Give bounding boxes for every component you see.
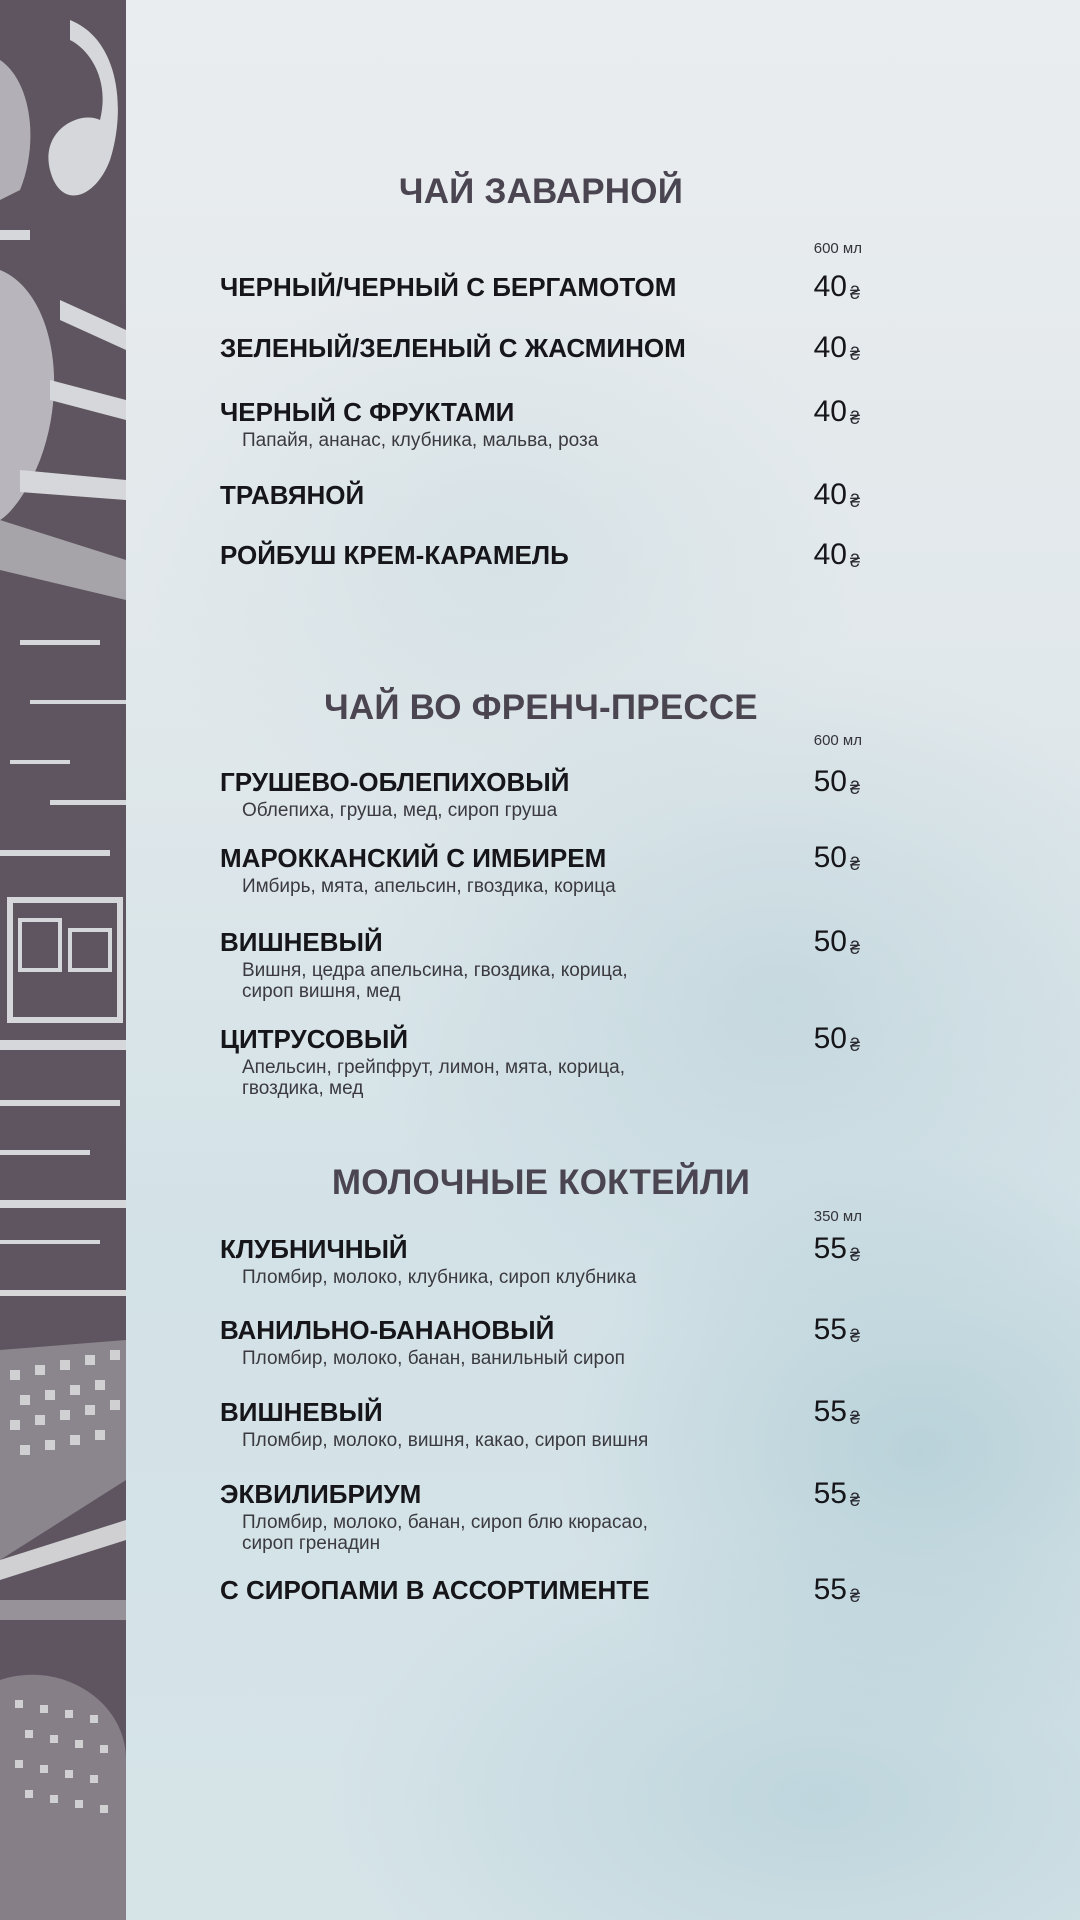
section-title-brewed-tea: ЧАЙ ЗАВАРНОЙ: [398, 172, 684, 211]
hryvnia-icon: ₴: [849, 1326, 860, 1346]
hryvnia-icon: ₴: [849, 1408, 860, 1428]
price-value: 40: [813, 538, 847, 571]
item-name: ЧЕРНЫЙ С ФРУКТАМИ: [220, 397, 515, 427]
decorative-strip-illustration: [0, 0, 126, 1920]
item-price: [814, 1314, 860, 1346]
woodcut-illustration-icon: [0, 0, 126, 1920]
hryvnia-icon: ₴: [849, 283, 860, 303]
price-value: 40: [813, 331, 847, 364]
item-name: ЧЕРНЫЙ/ЧЕРНЫЙ С БЕРГАМОТОМ: [220, 272, 677, 302]
hryvnia-icon: ₴: [849, 491, 860, 511]
price-value: 50: [813, 841, 847, 874]
item-price: [814, 396, 860, 428]
menu-item: [220, 1315, 860, 1369]
menu-item: [220, 480, 860, 510]
menu-item: [220, 1234, 860, 1288]
menu-item: [220, 843, 860, 897]
item-description: Пломбир, молоко, банан, сироп блю кюрасао, сироп гренадин: [242, 1512, 648, 1554]
hryvnia-icon: ₴: [849, 778, 860, 798]
item-price: [814, 1023, 860, 1055]
price-value: 50: [813, 1022, 847, 1055]
item-description: Пломбир, молоко, банан, ванильный сироп: [242, 1348, 625, 1369]
item-price: [814, 842, 860, 874]
menu-item: [220, 540, 860, 570]
menu-item: [220, 333, 860, 363]
price-value: 50: [813, 925, 847, 958]
hryvnia-icon: ₴: [849, 938, 860, 958]
menu-item: [220, 397, 860, 451]
menu-item: [220, 1575, 860, 1605]
price-value: 40: [813, 270, 847, 303]
item-description: Вишня, цедра апельсина, гвоздика, корица, сироп вишня, мед: [242, 960, 628, 1002]
price-value: 55: [813, 1573, 847, 1606]
section-title-milkshakes: МОЛОЧНЫЕ КОКТЕЙЛИ: [331, 1163, 751, 1202]
item-description: Имбирь, мята, апельсин, гвоздика, корица: [242, 876, 616, 897]
item-name: С СИРОПАМИ В АССОРТИМЕНТЕ: [220, 1575, 650, 1605]
price-value: 55: [813, 1313, 847, 1346]
item-name: ВИШНЕВЫЙ: [220, 927, 383, 957]
item-name: ВАНИЛЬНО-БАНАНОВЫЙ: [220, 1315, 555, 1345]
item-description: Пломбир, молоко, клубника, сироп клубника: [242, 1267, 637, 1288]
hryvnia-icon: ₴: [849, 1245, 860, 1265]
item-price: [814, 926, 860, 958]
price-value: 40: [813, 395, 847, 428]
hryvnia-icon: ₴: [849, 344, 860, 364]
price-value: 40: [813, 478, 847, 511]
price-value: 55: [813, 1477, 847, 1510]
item-name: ЗЕЛЕНЫЙ/ЗЕЛЕНЫЙ С ЖАСМИНОМ: [220, 333, 686, 363]
item-price: [814, 1574, 860, 1606]
item-description: Папайя, ананас, клубника, мальва, роза: [242, 430, 599, 451]
menu-item: [220, 767, 860, 821]
item-price: [814, 1396, 860, 1428]
item-price: [814, 539, 860, 571]
item-name: ЦИТРУСОВЫЙ: [220, 1024, 409, 1054]
price-value: 50: [813, 765, 847, 798]
item-price: [814, 332, 860, 364]
volume-label: 350 мл: [813, 1208, 862, 1225]
menu-item: [220, 1479, 860, 1554]
volume-label: 600 мл: [813, 732, 862, 749]
item-price: [814, 271, 860, 303]
item-name: РОЙБУШ КРЕМ-КАРАМЕЛЬ: [220, 540, 569, 570]
item-description: Облепиха, груша, мед, сироп груша: [242, 800, 558, 821]
hryvnia-icon: ₴: [849, 408, 860, 428]
item-name: КЛУБНИЧНЫЙ: [220, 1234, 408, 1264]
hryvnia-icon: ₴: [849, 1490, 860, 1510]
item-name: МАРОККАНСКИЙ С ИМБИРЕМ: [220, 843, 607, 873]
price-value: 55: [813, 1395, 847, 1428]
hryvnia-icon: ₴: [849, 854, 860, 874]
item-price: [814, 1478, 860, 1510]
item-price: [814, 479, 860, 511]
item-name: ТРАВЯНОЙ: [220, 480, 365, 510]
item-name: ЭКВИЛИБРИУМ: [220, 1479, 422, 1509]
menu-item: [220, 927, 860, 1002]
item-price: [814, 766, 860, 798]
item-name: ВИШНЕВЫЙ: [220, 1397, 383, 1427]
section-title-french-press-tea: ЧАЙ ВО ФРЕНЧ-ПРЕССЕ: [324, 688, 758, 727]
menu-item: [220, 272, 860, 302]
menu-item: [220, 1024, 860, 1099]
item-description: Пломбир, молоко, вишня, какао, сироп вишня: [242, 1430, 649, 1451]
item-price: [814, 1233, 860, 1265]
hryvnia-icon: ₴: [849, 551, 860, 571]
hryvnia-icon: ₴: [849, 1586, 860, 1606]
volume-label: 600 мл: [813, 240, 862, 257]
menu-item: [220, 1397, 860, 1451]
hryvnia-icon: ₴: [849, 1035, 860, 1055]
item-name: ГРУШЕВО-ОБЛЕПИХОВЫЙ: [220, 767, 570, 797]
price-value: 55: [813, 1232, 847, 1265]
item-description: Апельсин, грейпфрут, лимон, мята, корица, гвоздика, мед: [242, 1057, 625, 1099]
